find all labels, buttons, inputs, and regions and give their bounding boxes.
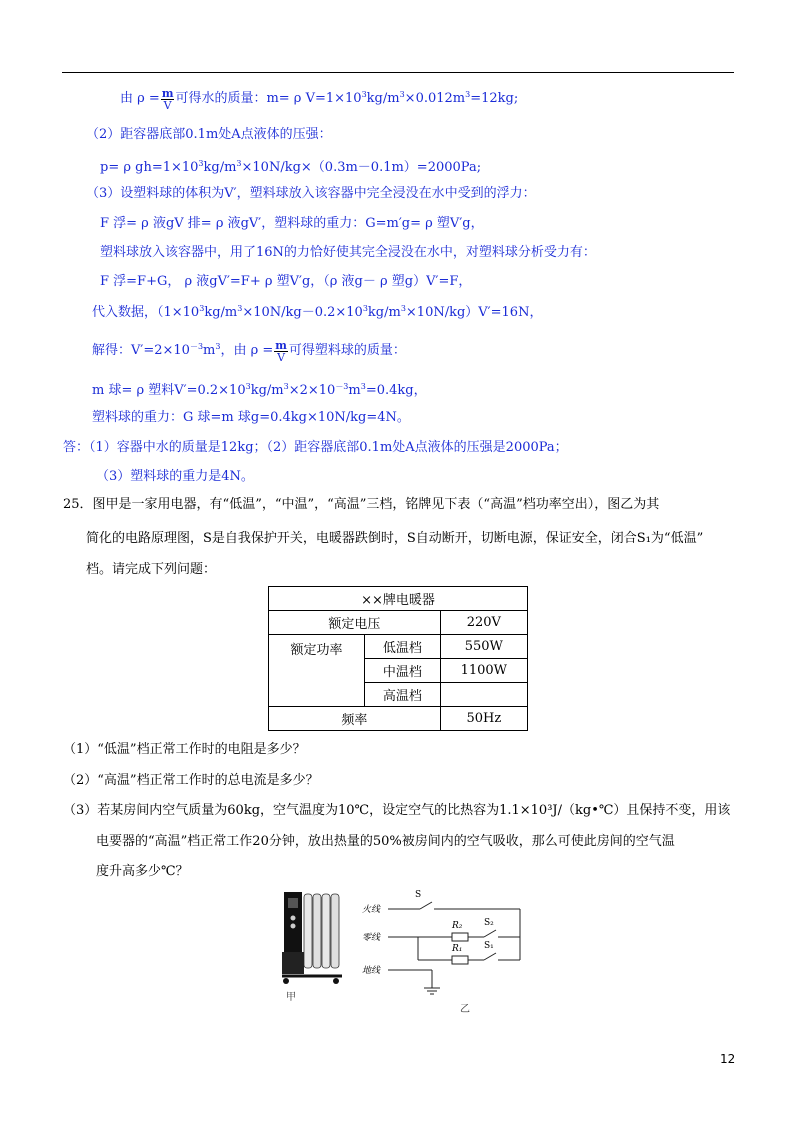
rated-voltage-label: 额定电压	[269, 611, 441, 635]
low-level-value: 550W	[440, 635, 527, 659]
mid-level-label: 中温档	[365, 659, 441, 683]
solution-part3-line1: F 浮= ρ 液gV 排= ρ 液gV′，塑料球的重力：G=m′g= ρ 塑V′g，	[100, 216, 484, 231]
fraction-m-over-v-2: $\frac{m}{V}$	[275, 339, 287, 364]
high-level-value	[440, 683, 527, 707]
switch-s1-label: S₁	[484, 941, 494, 951]
switch-s2-label: S₂	[484, 918, 494, 928]
solution-part3-line5: 解得：$V'=2\times 10^{-3}m^3$，由 ρ = $\frac{m}{V}$ 可得塑料球的质量：	[92, 339, 406, 364]
heater-figure	[278, 884, 348, 1004]
live-wire-label: 火线	[362, 905, 381, 915]
solution-line-1: 由 ρ = $\frac{m}{V}$ 可得水的质量：m= ρ $V=1\times 10^3kg/m^3\times 0.012m^3=12kg$;	[120, 87, 519, 112]
header-rule	[62, 72, 734, 73]
question-25-line3: 档。请完成下列问题：	[86, 562, 217, 577]
frequency-label: 频率	[269, 707, 441, 731]
rated-voltage-value: 220V	[440, 611, 527, 635]
mid-level-value: 1100W	[440, 659, 527, 683]
solution-part2-heading: （2）距容器底部0.1m处A点液体的压强：	[86, 127, 332, 142]
answer-line-2: （3）塑料球的重力是4N。	[96, 469, 254, 484]
solution-part3-line7: 塑料球的重力：G 球=m 球g=0.4kg×10N/kg=4N。	[92, 410, 410, 425]
resistor-r2-label: R₂	[452, 921, 463, 931]
neutral-wire-label: 零线	[362, 933, 381, 943]
solution-part3-line6: m 球= ρ 塑料$V'=0.2\times 10^3kg/m^3\times 2\times 10^{-3}m^3=0.4kg$，	[92, 382, 427, 398]
question-25-line1: 25．图甲是一家用电器，有“低温”，“中温”，“高温”三档，铭牌见下表（“高温”档功率空出），图乙为其	[63, 497, 660, 512]
question-25-sub2: （2）“高温”档正常工作时的总电流是多少？	[63, 773, 319, 788]
oil-heater-illustration	[278, 884, 348, 1004]
switch-s-label: S	[415, 890, 422, 900]
fraction-m-over-v: $\frac{m}{V}$	[161, 87, 174, 112]
figure-label-jia: 甲	[286, 992, 296, 1003]
frequency-value: 50Hz	[440, 707, 527, 731]
question-25-sub3-line3: 度升高多少℃？	[96, 864, 189, 879]
spec-table	[268, 586, 528, 731]
high-level-label: 高温档	[365, 683, 441, 707]
solution-part3-line4: 代入数据，$(1\times 10^3kg/m^3\times 10N/kg-0.2\times 10^3kg/m^3\times 10N/kg)V'=16N$，	[92, 304, 543, 320]
low-level-label: 低温档	[365, 635, 441, 659]
solution-part3-line2: 塑料球放入该容器中，用了16N的力恰好使其完全浸没在水中，对塑料球分析受力有：	[100, 245, 596, 260]
question-25-line2: 简化的电路原理图，S是自我保护开关，电暖器跌倒时，S自动断开，切断电源，保证安全，闭合S₁为“低温”	[86, 531, 704, 546]
resistor-r1-label: R₁	[452, 944, 463, 954]
question-25-sub3-line1: （3）若某房间内空气质量为60kg，空气温度为10℃，设定空气的比热容为1.1×10³J/（kg•℃）且保持不变，用该	[63, 803, 731, 818]
ground-wire-label: 地线	[362, 966, 381, 976]
circuit-schematic	[360, 882, 535, 1017]
answer-line-1: 答：（1）容器中水的质量是12kg；（2）距容器底部0.1m处A点液体的压强是2000Pa；	[63, 440, 568, 455]
solution-part3-heading: （3）设塑料球的体积为V′，塑料球放入该容器中完全浸没在水中受到的浮力：	[86, 186, 536, 201]
solution-part3-line3: F 浮=F+G， ρ 液gV′=F+ ρ 塑V′g，（ρ 液g－ ρ 塑g）V′=F，	[100, 274, 472, 289]
solution-part2-formula: p= ρ $gh=1\times 10^3kg/m^3\times 10N/kg\times(0.3m-0.1m)=2000Pa$;	[100, 159, 482, 175]
question-25-sub3-line2: 电要器的“高温”档正常工作20分钟，放出热量的50%被房间内的空气吸收，那么可使此房间的空气温	[96, 834, 675, 849]
figure-label-yi: 乙	[460, 1004, 470, 1015]
circuit-diagram	[360, 882, 535, 1017]
page-number: 12	[720, 1052, 736, 1066]
table-title: ××牌电暖器	[269, 587, 528, 611]
rated-power-label: 额定功率	[269, 635, 365, 707]
question-25-sub1: （1）“低温”档正常工作时的电阻是多少？	[63, 742, 306, 757]
